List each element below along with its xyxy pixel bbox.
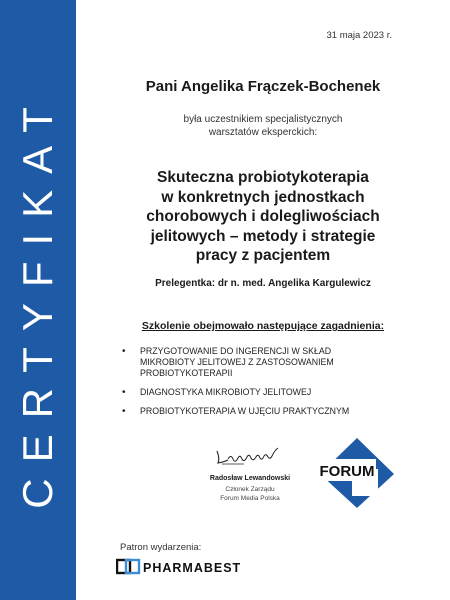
forum-logo — [316, 436, 396, 510]
course-title-line: pracy z pacjentem — [195, 247, 331, 264]
topics-list — [122, 346, 392, 425]
course-title-line: jelitowych – metody i strategie — [150, 227, 376, 245]
pharmabest-logo-mark-left — [117, 560, 130, 573]
course-title-line: chorobowych i dolegliwościach — [146, 208, 380, 225]
intro-line: była uczestnikiem specjalistycznych — [183, 114, 343, 125]
intro-line: warsztatów eksperckich: — [208, 127, 318, 138]
signature-block — [196, 447, 304, 503]
list-item — [122, 346, 392, 379]
list-item — [122, 387, 392, 398]
signer-name: Radosław Lewandowski — [209, 475, 291, 482]
pharmabest-logo-text: PHARMABEST — [143, 561, 242, 575]
forum-logo-text: FORUM — [319, 463, 375, 480]
topic-line: • PROBIOTYKOTERAPIA W UJĘCIU PRAKTYCZNYM — [140, 406, 350, 416]
course-title-line: Skuteczna probiotykoterapia — [157, 169, 369, 186]
course-title — [76, 168, 450, 266]
topic-line: • DIAGNOSTYKA MIKROBIOTY JELITOWEJ — [140, 387, 312, 397]
issue-date: 31 maja 2023 r. — [326, 30, 392, 41]
topic-line: • PRZYGOTOWANIE DO INGERENCJI W SKŁAD — [140, 346, 332, 356]
signer-role-line: Forum Media Polska — [220, 495, 280, 502]
pharmabest-logo — [116, 556, 266, 578]
list-item — [122, 406, 392, 417]
signer-role-line: Członek Zarządu — [225, 486, 275, 493]
handwritten-signature — [214, 447, 286, 467]
certificate-title: CERTYFIKAT — [14, 91, 61, 509]
certificate-sidebar — [0, 0, 76, 600]
patron-label: Patron wydarzenia: — [120, 542, 202, 553]
course-title-line: w konkretnych jednostkach — [161, 188, 365, 206]
speaker-line: Prelegentka: dr n. med. Angelika Kargulewicz — [155, 278, 371, 289]
recipient-name: Pani Angelika Frączek-Bochenek — [145, 78, 381, 95]
topics-heading: Szkolenie obejmowało następujące zagadnienia: — [141, 320, 385, 332]
pharmabest-logo-mark-right — [126, 560, 139, 573]
intro-text — [76, 113, 450, 139]
topic-line: PROBIOTYKOTERAPII — [140, 368, 233, 378]
signer-role — [196, 485, 304, 503]
topic-line: MIKROBIOTY JELITOWEJ Z ZASTOSOWANIEM — [140, 357, 334, 367]
